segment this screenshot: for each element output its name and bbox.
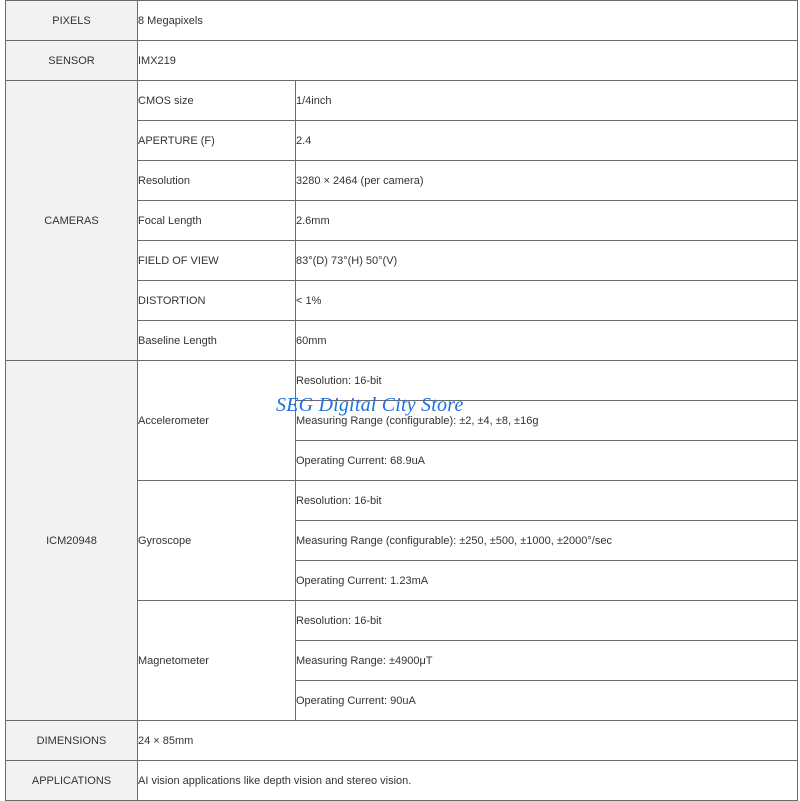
imu-sensor-gyroscope: Gyroscope xyxy=(138,481,296,601)
camera-spec-value: 2.4 xyxy=(296,121,798,161)
camera-spec-value: 3280 × 2464 (per camera) xyxy=(296,161,798,201)
camera-spec-name: Baseline Length xyxy=(138,321,296,361)
imu-sensor-accelerometer: Accelerometer xyxy=(138,361,296,481)
table-row xyxy=(6,361,798,401)
store-watermark: SEG Digital City Store xyxy=(276,394,464,416)
row-label-pixels: PIXELS xyxy=(6,1,138,41)
imu-spec-value: Resolution: 16-bit xyxy=(296,601,798,641)
imu-spec-value: Measuring Range (configurable): ±250, ±500, ±1000, ±2000°/sec xyxy=(296,521,798,561)
table-row xyxy=(6,41,798,81)
imu-spec-value: Measuring Range (configurable): ±2, ±4, ±8, ±16g xyxy=(296,401,798,441)
row-label-imu: ICM20948 xyxy=(6,361,138,721)
row-label-cameras: CAMERAS xyxy=(6,81,138,361)
imu-sensor-magnetometer: Magnetometer xyxy=(138,601,296,721)
row-value-dimensions: 24 × 85mm xyxy=(138,721,798,761)
imu-spec-value: Operating Current: 90uA xyxy=(296,681,798,721)
imu-spec-value: Operating Current: 1.23mA xyxy=(296,561,798,601)
table-row xyxy=(6,721,798,761)
spec-table xyxy=(5,0,798,801)
camera-spec-value: 2.6mm xyxy=(296,201,798,241)
camera-spec-value: 83°(D) 73°(H) 50°(V) xyxy=(296,241,798,281)
imu-spec-value: Resolution: 16-bit xyxy=(296,481,798,521)
camera-spec-name: DISTORTION xyxy=(138,281,296,321)
row-value-pixels: 8 Megapixels xyxy=(138,1,798,41)
table-row xyxy=(6,761,798,801)
camera-spec-name: APERTURE (F) xyxy=(138,121,296,161)
camera-spec-name: Focal Length xyxy=(138,201,296,241)
imu-spec-value: Measuring Range: ±4900μT xyxy=(296,641,798,681)
camera-spec-value: < 1% xyxy=(296,281,798,321)
camera-spec-name: FIELD OF VIEW xyxy=(138,241,296,281)
row-value-applications: AI vision applications like depth vision and stereo vision. xyxy=(138,761,798,801)
row-value-sensor: IMX219 xyxy=(138,41,798,81)
imu-spec-value: Resolution: 16-bit xyxy=(296,361,798,401)
table-row xyxy=(6,81,798,121)
row-label-applications: APPLICATIONS xyxy=(6,761,138,801)
imu-spec-value: Operating Current: 68.9uA xyxy=(296,441,798,481)
camera-spec-value: 1/4inch xyxy=(296,81,798,121)
row-label-dimensions: DIMENSIONS xyxy=(6,721,138,761)
row-label-sensor: SENSOR xyxy=(6,41,138,81)
camera-spec-value: 60mm xyxy=(296,321,798,361)
camera-spec-name: CMOS size xyxy=(138,81,296,121)
table-row xyxy=(6,1,798,41)
camera-spec-name: Resolution xyxy=(138,161,296,201)
